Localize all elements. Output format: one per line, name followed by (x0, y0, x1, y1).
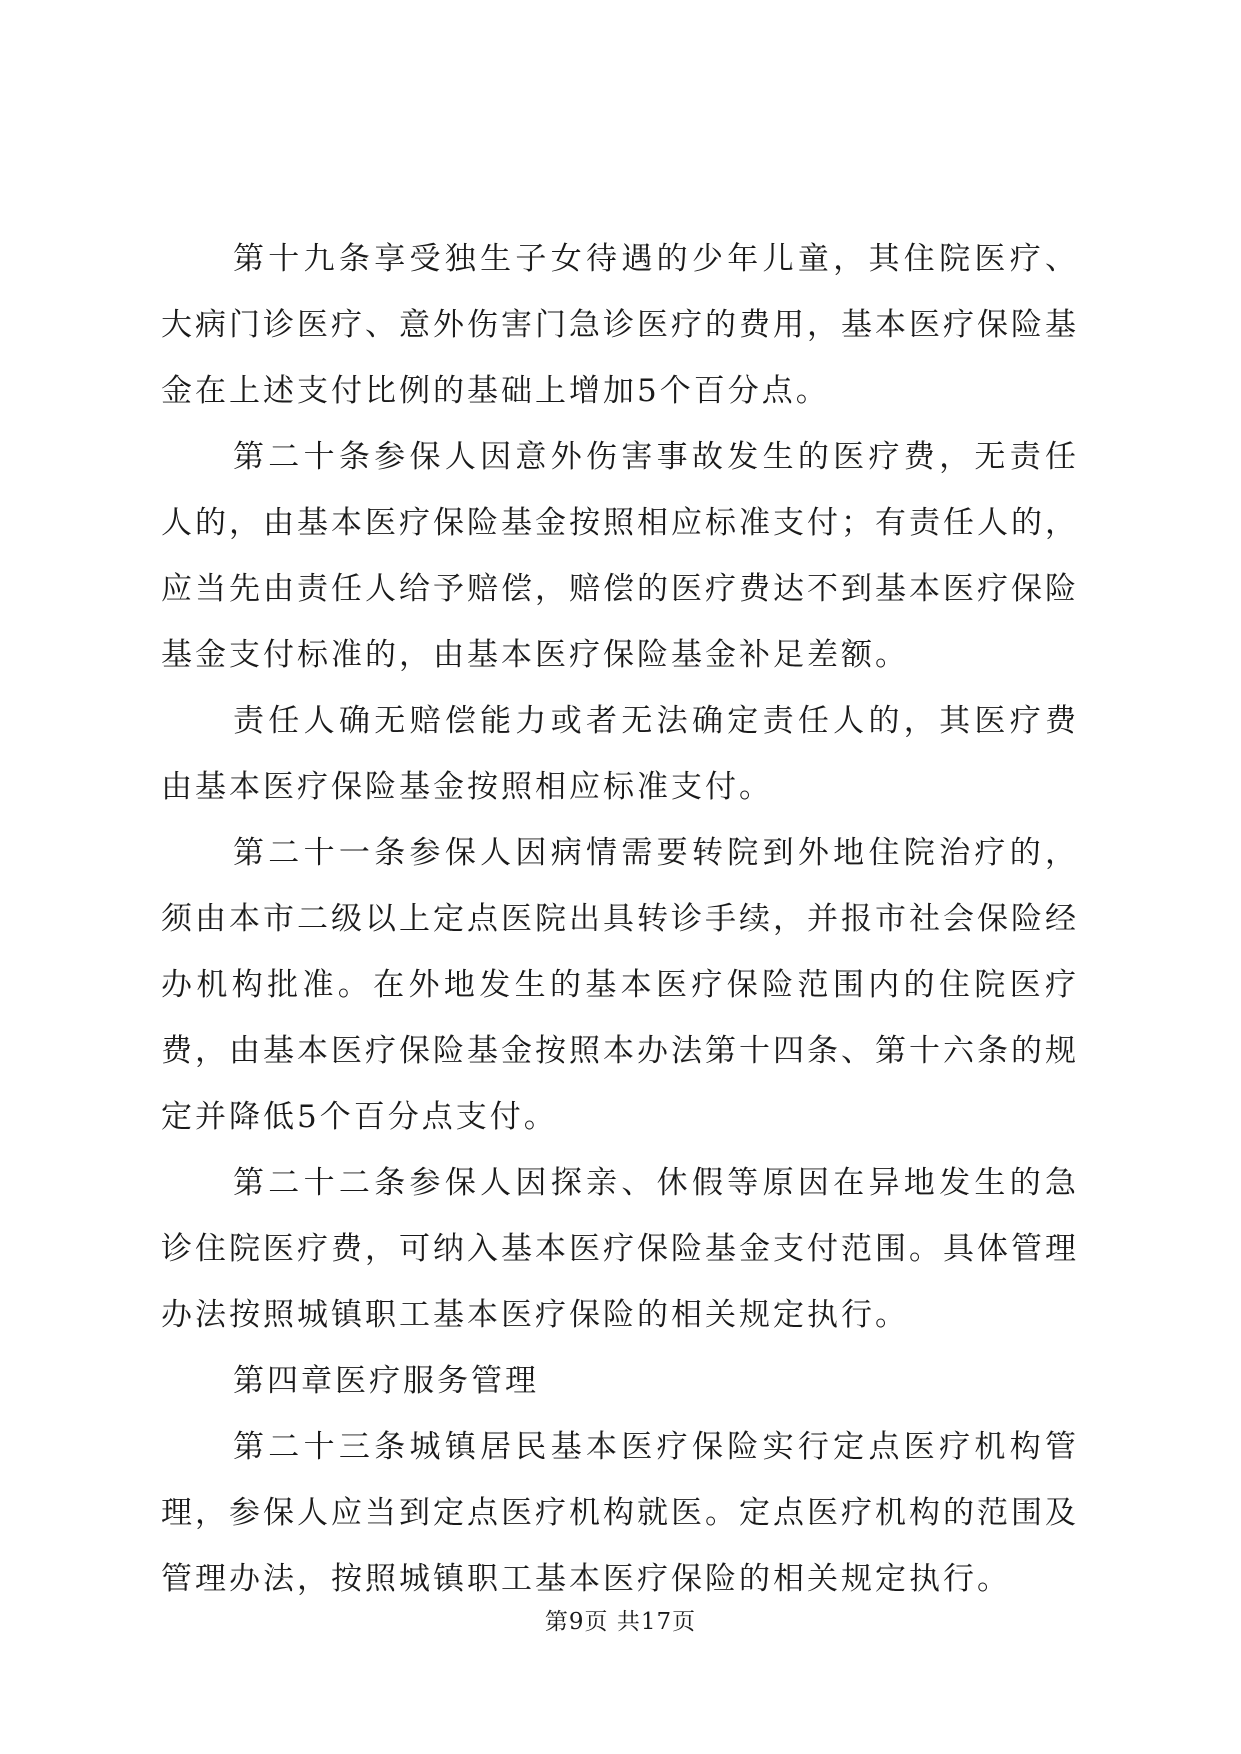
paragraph-article-20: 第二十条参保人因意外伤害事故发生的医疗费，无责任人的，由基本医疗保险基金按照相应标准支付；有责任人的，应当先由责任人给予赔偿，赔偿的医疗费达不到基本医疗保险基金支付标准的，由基本医疗保险基金补足差额。 (161, 439, 1079, 673)
paragraph-article-21: 第二十一条参保人因病情需要转院到外地住院治疗的，须由本市二级以上定点医院出具转诊手续，并报市社会保险经办机构批准。在外地发生的基本医疗保险范围内的住院医疗费，由基本医疗保险基金按照本办法第十四条、第十六条的规定并降低5个百分点支付。 (161, 835, 1079, 1135)
document-body (161, 226, 1079, 1612)
paragraph-article-20-supplement: 责任人确无赔偿能力或者无法确定责任人的，其医疗费由基本医疗保险基金按照相应标准支付。 (161, 703, 1079, 805)
paragraph-article-22: 第二十二条参保人因探亲、休假等原因在异地发生的急诊住院医疗费，可纳入基本医疗保险基金支付范围。具体管理办法按照城镇职工基本医疗保险的相关规定执行。 (161, 1165, 1079, 1333)
chapter-heading: 第四章医疗服务管理 (233, 1363, 539, 1399)
page-number-footer: 第9页 共17页 (544, 1609, 697, 1635)
paragraph-article-23: 第二十三条城镇居民基本医疗保险实行定点医疗机构管理，参保人应当到定点医疗机构就医。定点医疗机构的范围及管理办法，按照城镇职工基本医疗保险的相关规定执行。 (161, 1429, 1079, 1597)
paragraph-article-19: 第十九条享受独生子女待遇的少年儿童，其住院医疗、大病门诊医疗、意外伤害门急诊医疗的费用，基本医疗保险基金在上述支付比例的基础上增加5个百分点。 (161, 241, 1079, 409)
